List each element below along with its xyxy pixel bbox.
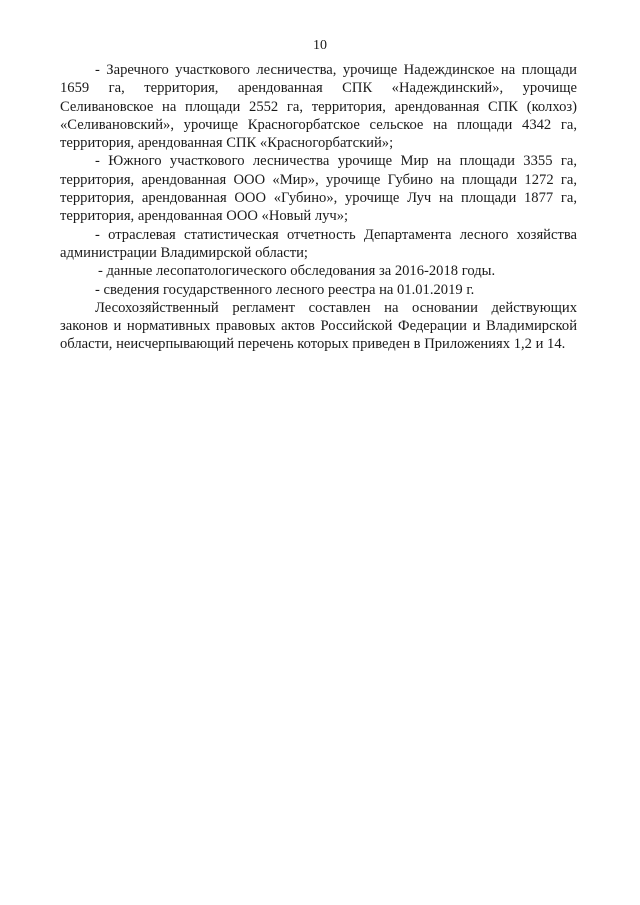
paragraph-yuzhnoe-forestry: - Южного участкового лесничества урочище Мир на площади 3355 га, территория, арендованная ООО «Мир», урочище Губино на площади 1272 га, территория, арендованная ООО «Губино», урочище Луч на площади 1877 га, территория, арендованная ООО «Новый луч»; [60,153,577,225]
paragraph-regulation-basis: Лесохозяйственный регламент составлен на основании действующих законов и нормативных правовых актов Российской Федерации и Владимирской области, неисчерпывающий перечень которых приведен в Приложениях 1,2 и 14. [60,299,577,353]
paragraph-zarechnoe-forestry: - Заречного участкового лесничества, урочище Надеждинское на площади 1659 га, территория, арендованная СПК «Надеждинский», урочище Селивановское на площади 2552 га, территория, арендованная СПК (колхоз) «Селивановский», урочище Красногорбатское сельское на площади 4342 га, территория, арендованная СПК «Красногорбатский»; [60,62,577,152]
page-number: 10 [313,38,327,53]
document-body [60,61,577,354]
paragraph-statistical-reporting: - отраслевая статистическая отчетность Департамента лесного хозяйства администрации Владимирской области; [60,226,577,261]
paragraph-forest-registry: - сведения государственного лесного реестра на 01.01.2019 г. [95,281,475,298]
paragraph-forest-pathology-data: - данные лесопатологического обследования за 2016-2018 годы. [98,263,496,280]
